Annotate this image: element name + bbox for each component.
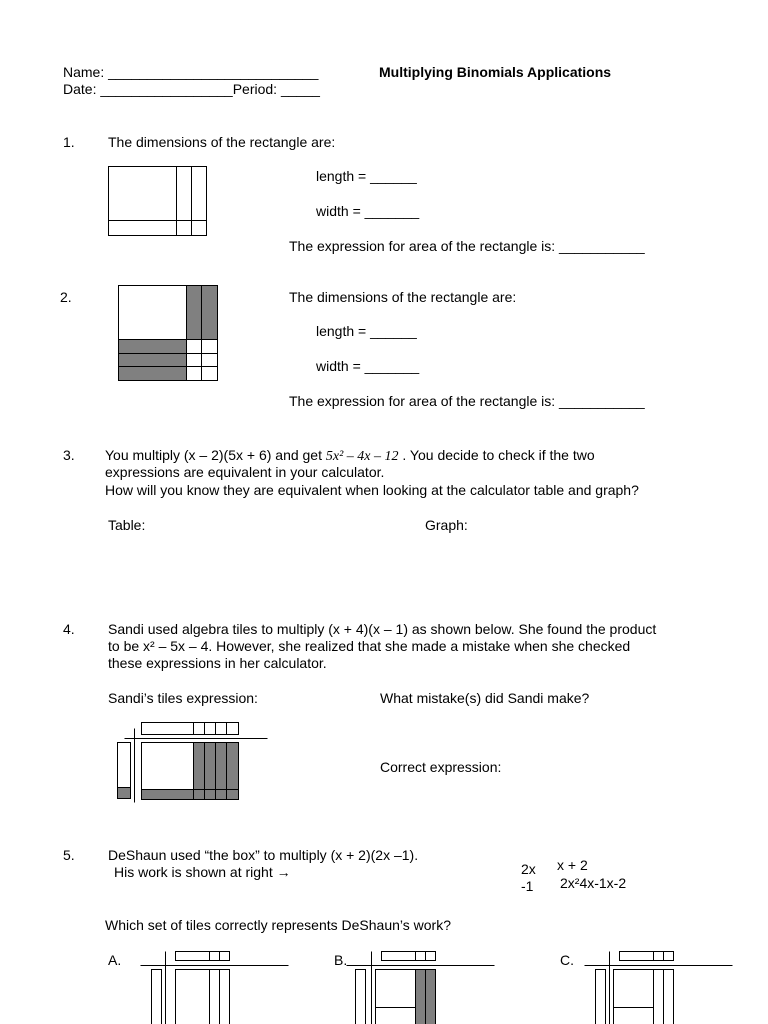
q3-product-expression: 5x² – 4x – 12 bbox=[325, 449, 399, 464]
q2-number: 2. bbox=[60, 289, 72, 305]
q3-table-label: Table: bbox=[108, 517, 146, 533]
q4-tiles-label: Sandi’s tiles expression: bbox=[108, 690, 258, 706]
q5-number: 5. bbox=[63, 847, 75, 863]
option-c-label[interactable]: C. bbox=[560, 952, 574, 968]
q1-prompt: The dimensions of the rectangle are: bbox=[108, 134, 336, 150]
q4-line1: Sandi used algebra tiles to multiply (x + 4)(x – 1) as shown below. She found the product bbox=[108, 621, 657, 637]
q3-line1-start: You multiply (x – 2)(5x + 6) and get bbox=[105, 447, 326, 463]
q5-line2: His work is shown at right → bbox=[114, 864, 291, 880]
q2-prompt: The dimensions of the rectangle are: bbox=[289, 289, 517, 305]
q2-width: width = _______ bbox=[316, 358, 420, 374]
q1-area: The expression for area of the rectangle is: ___________ bbox=[289, 238, 645, 254]
q4-number: 4. bbox=[63, 621, 75, 637]
q1-rectangle-figure bbox=[108, 166, 208, 237]
q2-length: length = ______ bbox=[316, 323, 417, 339]
q3-graph-label: Graph: bbox=[425, 517, 468, 533]
q2-area: The expression for area of the rectangle is: ___________ bbox=[289, 393, 645, 409]
q5-box-content: 2x²4x-1x-2 bbox=[560, 875, 627, 891]
q4-correct-label: Correct expression: bbox=[380, 759, 502, 775]
name-line: Name: ___________________________ bbox=[63, 64, 319, 80]
q1-width: width = _______ bbox=[316, 203, 420, 219]
option-b-label[interactable]: B. bbox=[334, 952, 348, 968]
q3-line3: How will you know they are equivalent when looking at the calculator table and graph? bbox=[105, 482, 639, 498]
q3-line1 bbox=[105, 447, 595, 465]
q1-length: length = ______ bbox=[316, 168, 417, 184]
q5-box-top-factor: x + 2 bbox=[557, 857, 588, 873]
q5-box-left-bottom: -1 bbox=[521, 878, 534, 894]
q3-line2: expressions are equivalent in your calculator. bbox=[105, 464, 385, 480]
q5-box-left-top: 2x bbox=[521, 861, 536, 877]
option-a-label[interactable]: A. bbox=[108, 952, 122, 968]
option-c-tiles-figure[interactable] bbox=[584, 948, 734, 1024]
q5-line1: DeShaun used “the box” to multiply (x + 2)(2x –1). bbox=[108, 847, 419, 863]
q4-line2: to be x² – 5x – 4. However, she realized that she made a mistake when she checked bbox=[108, 638, 631, 654]
q4-sandi-tiles-figure bbox=[114, 720, 270, 804]
q3-number: 3. bbox=[63, 447, 75, 463]
q2-rectangle-figure bbox=[118, 285, 220, 383]
date-period-line: Date: _________________Period: _____ bbox=[63, 81, 320, 97]
q5-which-prompt: Which set of tiles correctly represents DeShaun’s work? bbox=[105, 917, 451, 933]
q4-line3: these expressions in her calculator. bbox=[108, 655, 327, 671]
worksheet-title: Multiplying Binomials Applications bbox=[379, 64, 612, 80]
q4-mistake-label: What mistake(s) did Sandi make? bbox=[380, 690, 590, 706]
option-a-tiles-figure[interactable] bbox=[140, 948, 290, 1024]
option-b-tiles-figure[interactable] bbox=[346, 948, 496, 1024]
q3-line1-end: . You decide to check if the two bbox=[398, 447, 595, 463]
q1-number: 1. bbox=[63, 134, 75, 150]
